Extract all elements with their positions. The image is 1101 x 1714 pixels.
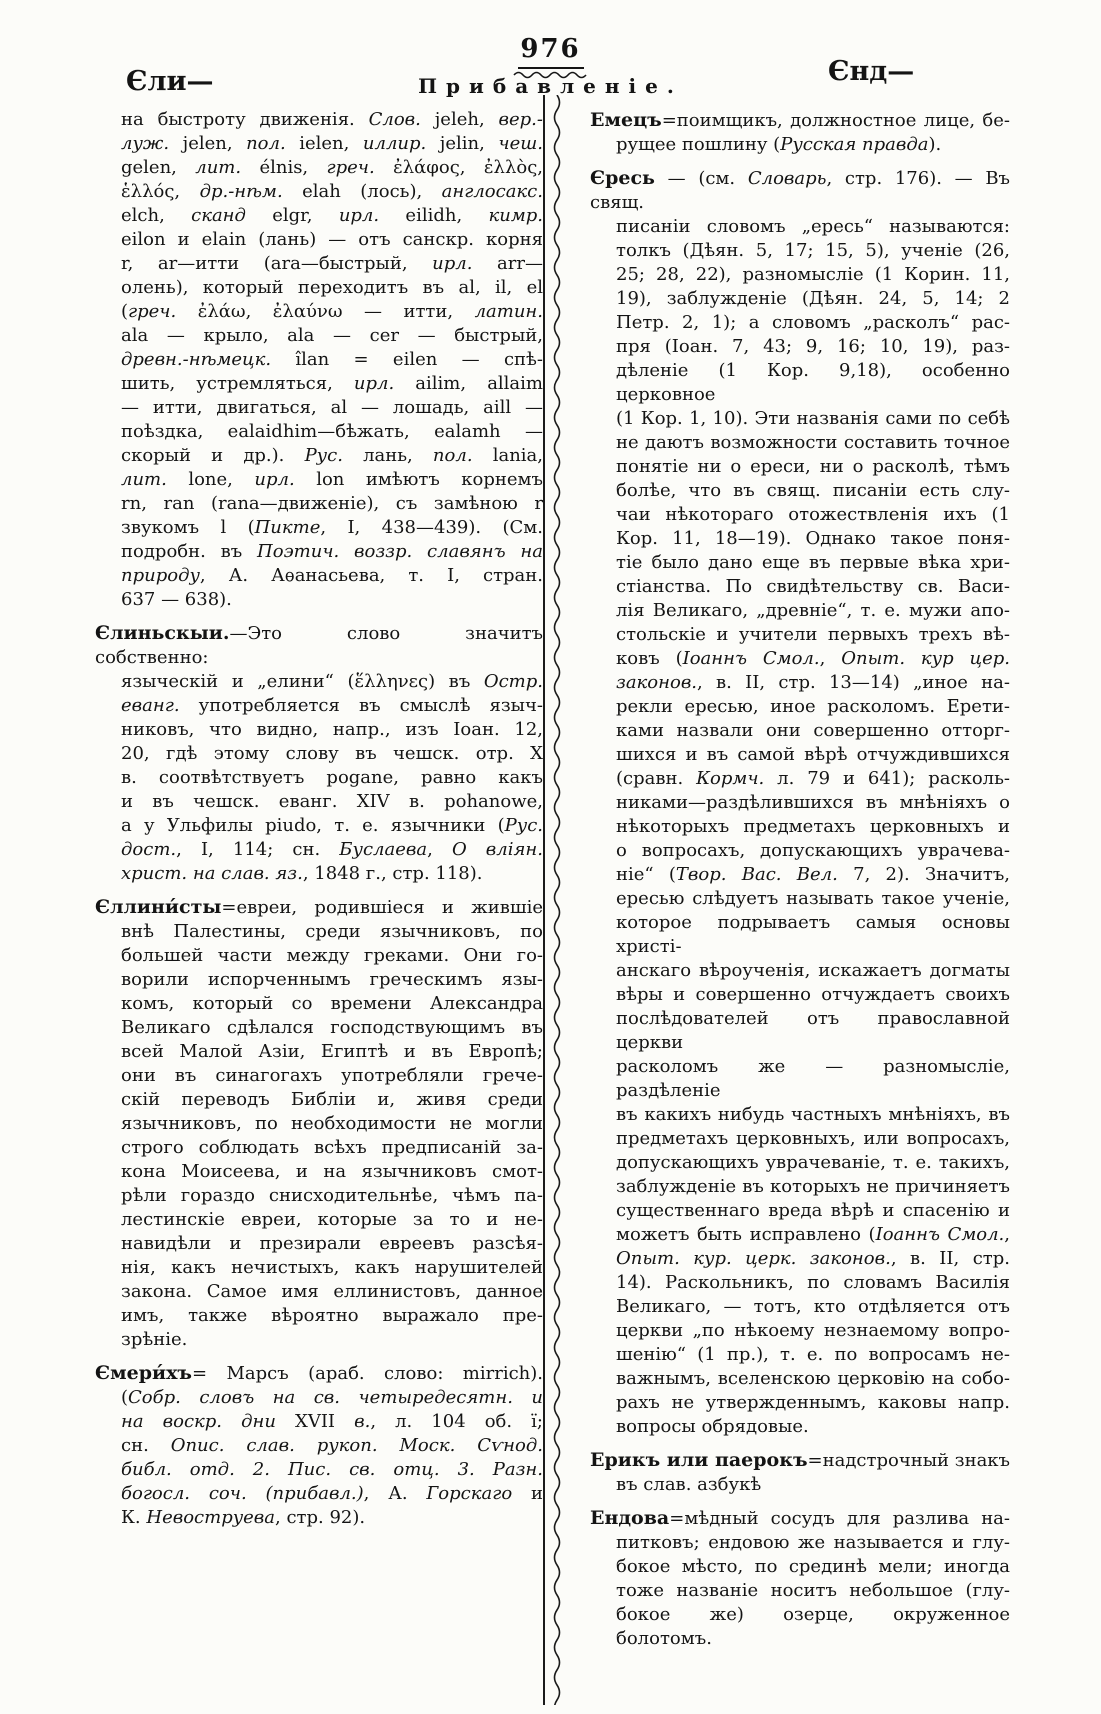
text-line: предметахъ церковныхъ, или вопросахъ,	[616, 1128, 1010, 1149]
column-divider-rule	[543, 95, 545, 1705]
text-line: дост., I, 114; сн. Буслаева, О вліян.	[121, 839, 543, 860]
text-line: рекли ересью, иное расколомъ. Ерети-	[616, 696, 1010, 717]
text-line: 14). Раскольникъ, по словамъ Василія	[616, 1272, 1010, 1293]
column-divider	[541, 95, 567, 1705]
text-line: лит. lone, ирл. lon имѣютъ корнемъ	[121, 469, 543, 490]
column-right	[590, 108, 1010, 1660]
text-line: ками назвали они совершенно отторг-	[616, 720, 1010, 741]
text-line: (1 Кор. 1, 10). Эти названія сами по себѣ	[616, 408, 1010, 429]
text-line: на быстроту движенія. Слов. jeleh, вер.-	[121, 109, 543, 130]
text-line: и въ чешск. еванг. XIV в. pohanowe,	[121, 791, 543, 812]
text-line: никами—раздѣлившихся въ мнѣніяхъ о	[616, 792, 1010, 813]
text-line: eilon и elain (лань) — отъ санскр. корня	[121, 229, 543, 250]
dictionary-entry	[590, 1448, 1010, 1497]
text-line: дѣленіе (1 Кор. 9,18), особенно церковное	[616, 360, 1010, 405]
text-line: болѣе, что въ свящ. писаніи есть слу-	[616, 480, 1010, 501]
text-line: рущее пошлину (Русская правда).	[616, 134, 942, 155]
dictionary-entry	[590, 166, 1010, 1439]
entry-headword: Єресь	[590, 167, 655, 189]
text-line: подробн. въ Поэтич. воззр. славянъ на	[121, 541, 543, 562]
text-line: 637 — 638).	[121, 589, 232, 610]
text-line: большей части между греками. Они го-	[121, 945, 543, 966]
text-line: elch, сканд elgr, ирл. eilidh, кимр.	[121, 205, 543, 226]
page-number: 976	[520, 34, 581, 64]
text-line: комъ, который со времени Александра	[121, 993, 543, 1014]
entry-headword: Єллини́сты	[95, 896, 222, 918]
text-line: ересью слѣдуетъ называть такое ученіе,	[616, 888, 1010, 909]
text-line: Ємери́хъ= Марсъ (араб. слово: mirrich).	[95, 1362, 543, 1384]
entry-headword: Ерикъ или паерокъ	[590, 1449, 808, 1471]
text-line: Ерикъ или паерокъ=надстрочный знакъ	[590, 1449, 1011, 1471]
text-line: r, ar—итти (ara—быстрый, ирл. arr—	[121, 253, 543, 274]
dictionary-entry	[95, 621, 543, 886]
text-line: древн.-нѣмецк. îlan = eilen — спѣ-	[121, 349, 543, 370]
text-line: (сравн. Кормч. л. 79 и 641); расколь-	[616, 768, 1010, 789]
text-line: шенію“ (1 пр.), т. е. по вопросамъ не-	[616, 1344, 1010, 1365]
text-line: звукомъ l (Пикте, I, 438—439). (См.	[121, 517, 543, 538]
text-line: К. Невоструева, стр. 92).	[121, 1507, 366, 1528]
text-line: навидѣли и презирали евреевъ разсѣя-	[121, 1233, 543, 1254]
entry-headword: Ємери́хъ	[95, 1362, 192, 1384]
running-head-left: Єли—	[126, 66, 214, 97]
text-line: они въ синагогахъ употребляли грече-	[121, 1065, 543, 1086]
text-line: лестинскіе евреи, которые за то и не-	[121, 1209, 543, 1230]
dictionary-entry	[95, 108, 543, 612]
text-line: а у Ульфилы piudo, т. е. язычники (Рус.	[121, 815, 543, 836]
text-line: имъ, также вѣроятно выражало пре-	[121, 1305, 543, 1326]
text-line: въ слав. азбукѣ	[616, 1474, 762, 1495]
text-line: въ какихъ нибудь частныхъ мнѣніяхъ, въ	[616, 1104, 1010, 1125]
text-line: (греч. ἐλάω, ἐλαύνω — итти, латин.	[121, 301, 543, 322]
text-line: стольскіе и учители первыхъ трехъ вѣ-	[616, 624, 1010, 645]
text-line: кона Моисеева, и на язычниковъ смот-	[121, 1161, 543, 1182]
text-line: 25; 28, 22), разномысліе (1 Корин. 11,	[616, 264, 1010, 285]
text-line: ἑλλός, др.-нѣм. elah (лось), англосакс.	[121, 181, 543, 202]
dictionary-entry	[95, 1361, 543, 1530]
text-line: законов., в. II, стр. 13—14) „иное на-	[616, 672, 1010, 693]
text-line: Ендова=мѣдный сосудъ для разлива на-	[590, 1507, 1010, 1529]
text-line: никовъ, что видно, напр., изъ Іоан. 12,	[121, 719, 543, 740]
text-line: тоже названіе носитъ небольшое (глу-	[616, 1580, 1010, 1601]
column-divider-wavy-rule	[549, 95, 565, 1705]
text-line: в. соотвѣтствуетъ pogane, равно какъ	[121, 767, 543, 788]
text-line: анскаго вѣроученія, искажаетъ догматы	[616, 960, 1010, 981]
text-line: ворили испорченнымъ греческимъ язы-	[121, 969, 543, 990]
dictionary-entry	[590, 108, 1010, 157]
text-line: rn, ran (rana—движеніе), съ замѣною r	[121, 493, 543, 514]
text-line: толкъ (Дѣян. 5, 17; 15, 5), ученіе (26,	[616, 240, 1010, 261]
dictionary-entry	[95, 895, 543, 1352]
text-line: Єлиньскыи.—Это слово значитъ собственно:	[95, 622, 543, 668]
text-line: стіанства. По свидѣтельству св. Васи-	[616, 576, 1010, 597]
text-line: (Собр. словъ на св. четыредесятн. и	[121, 1387, 543, 1408]
text-line: существеннаго вреда вѣрѣ и спасенію и	[616, 1200, 1010, 1221]
text-line: лія Великаго, „древніе“, т. е. мужи апо-	[616, 600, 1010, 621]
text-line: зрѣніе.	[121, 1329, 188, 1350]
text-line: языческій и „елини“ (ἕλληνες) въ Остр.	[121, 671, 543, 692]
text-line: заблужденіе въ которыхъ не причиняетъ	[616, 1176, 1010, 1197]
text-line: природу, А. Аѳанасьева, т. I, стран.	[121, 565, 543, 586]
text-line: сн. Опис. слав. рукоп. Моск. Сѵнод.	[121, 1435, 543, 1456]
text-line: библ. отд. 2. Пис. св. отц. 3. Разн.	[121, 1459, 543, 1480]
text-line: тіе было дано еще въ первые вѣка хри-	[616, 552, 1010, 573]
entry-headword: Емецъ	[590, 109, 662, 131]
entry-headword: Ендова	[590, 1507, 670, 1529]
column-left	[95, 108, 543, 1539]
text-line: расколомъ же — разномысліе, раздѣленіе	[616, 1056, 1010, 1101]
text-line: важнымъ, вселенскою церковію на собо-	[616, 1368, 1010, 1389]
text-line: Великаго сдѣлался господствующимъ въ	[121, 1017, 543, 1038]
text-line: бокое же) озерце, окруженное болотомъ.	[616, 1604, 1010, 1649]
text-line: понятіе ни о ереси, ни о расколѣ, тѣмъ	[616, 456, 1010, 477]
section-title: Прибавленіе.	[418, 74, 683, 98]
text-line: допускающихъ уврачеваніе, т. е. такихъ,	[616, 1152, 1010, 1173]
text-line: закона. Самое имя еллинистовъ, данное	[121, 1281, 543, 1302]
text-line: язычниковъ, по необходимости не могли	[121, 1113, 543, 1134]
text-line: скорый и др.). Рус. лань, пол. lania,	[121, 445, 543, 466]
text-line: не даютъ возможности составить точное	[616, 432, 1010, 453]
dictionary-entry	[590, 1506, 1010, 1651]
text-line: Кор. 11, 18—19). Однако такое поня-	[616, 528, 1010, 549]
text-line: Петр. 2, 1); а словомъ „расколъ“ рас-	[616, 312, 1010, 333]
text-line: луж. jelen, пол. ielen, иллир. jelin, чеш.	[121, 133, 543, 154]
text-line: богосл. соч. (прибавл.), А. Горскаго и	[121, 1483, 543, 1504]
text-line: бокое мѣсто, по срединѣ мели; иногда	[616, 1556, 1010, 1577]
text-line: Єллини́сты=евреи, родившіеся и жившіе	[95, 896, 543, 918]
text-line: Опыт. кур. церк. законов., в. II, стр.	[616, 1248, 1010, 1269]
text-line: о вопросахъ, допускающихъ уврачева-	[616, 840, 1010, 861]
text-line: нѣкоторыхъ предметахъ церковныхъ и	[616, 816, 1010, 837]
text-line: шихся и въ самой вѣрѣ отчуждившихся	[616, 744, 1010, 765]
text-line: Єресь — (см. Словарь, стр. 176). — Въ свящ.	[590, 167, 1011, 213]
text-line: Великаго, — тотъ, кто отдѣляется отъ	[616, 1296, 1010, 1317]
text-line: олень), который переходитъ въ al, il, el	[121, 277, 543, 298]
text-line: поѣздка, ealaidhim—бѣжать, ealamh —	[121, 421, 543, 442]
text-line: gelen, лит. élnis, греч. ἐλάφος, ἐλλὸς,	[121, 157, 543, 178]
text-line: рѣли гораздо снисходительнѣе, чѣмъ па-	[121, 1185, 543, 1206]
text-line: нія, какъ нечистыхъ, какъ нарушителей	[121, 1257, 543, 1278]
text-line: церкви „по нѣкоему незнаемому вопро-	[616, 1320, 1010, 1341]
text-line: ala — крыло, ala — cer — быстрый,	[121, 325, 543, 346]
text-line: скій переводъ Библіи и, живя среди	[121, 1089, 543, 1110]
text-line: послѣдователей отъ православной церкви	[616, 1008, 1010, 1053]
text-line: 20, гдѣ этому слову въ чешск. отр. X	[121, 743, 543, 764]
text-line: 19), заблужденіе (Дѣян. 24, 5, 14; 2	[616, 288, 1010, 309]
page-number-rule	[518, 67, 584, 69]
text-line: питковъ; ендовою же называется и глу-	[616, 1532, 1010, 1553]
text-line: вѣры и совершенно отчуждаетъ своихъ	[616, 984, 1010, 1005]
text-line: строго соблюдать всѣхъ предписаній за-	[121, 1137, 543, 1158]
text-line: — итти, двигаться, al — лошадь, aill —	[121, 397, 543, 418]
entry-headword: Єлиньскыи.	[95, 622, 230, 644]
running-head-right: Єнд—	[828, 56, 915, 87]
text-line: чаи нѣкотораго отожествленія ихъ (1	[616, 504, 1010, 525]
text-line: шить, устремляться, ирл. ailim, allaim	[121, 373, 543, 394]
text-line: можетъ быть исправлено (Іоаннъ Смол.,	[616, 1224, 1011, 1245]
text-line: пря (Іоан. 7, 43; 9, 16; 10, 19), раз-	[616, 336, 1010, 357]
text-line: которое подрываетъ самыя основы христі-	[616, 912, 1010, 957]
text-line: внѣ Палестины, среди язычниковъ, по	[121, 921, 543, 942]
text-line: христ. на слав. яз., 1848 г., стр. 118).	[121, 863, 483, 884]
text-line: рахъ не утвержденнымъ, каковы напр.	[616, 1392, 1010, 1413]
text-line: писаніи словомъ „ересь“ называются:	[616, 216, 1010, 237]
text-line: Емецъ=поимщикъ, должностное лице, бе-	[590, 109, 1010, 131]
text-line: еванг. употребляется въ смыслѣ языч-	[121, 695, 543, 716]
text-line: на воскр. дни XVII в., л. 104 об. ї;	[121, 1411, 543, 1432]
text-line: ковъ (Іоаннъ Смол., Опыт. кур цер.	[616, 648, 1010, 669]
text-line: всей Малой Азіи, Египтѣ и въ Европѣ;	[121, 1041, 543, 1062]
text-line: вопросы обрядовые.	[616, 1416, 809, 1437]
text-line: ніе“ (Твор. Вас. Вел. 7, 2). Значитъ,	[616, 864, 1010, 885]
